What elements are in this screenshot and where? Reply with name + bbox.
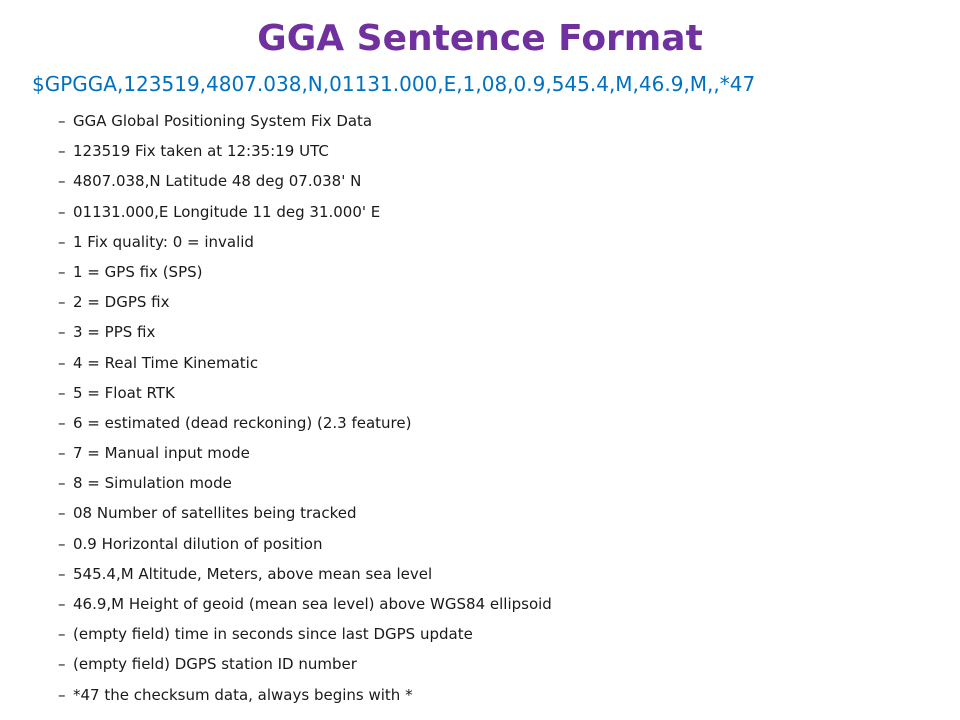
list-item-text: 3 = PPS fix xyxy=(73,323,156,342)
list-item xyxy=(58,351,552,381)
list-item xyxy=(58,290,552,320)
nmea-sentence: $GPGGA,123519,4807.038,N,01131.000,E,1,08,0.9,545.4,M,46.9,M,,*47 xyxy=(32,72,756,96)
list-item xyxy=(58,622,552,652)
list-item xyxy=(58,260,552,290)
list-item xyxy=(58,109,552,139)
dash-bullet: – xyxy=(58,595,66,613)
dash-bullet: – xyxy=(58,474,66,493)
field-description-list xyxy=(58,109,552,713)
list-item-text: 1 Fix quality: 0 = invalid xyxy=(73,232,254,251)
list-item xyxy=(58,441,552,471)
list-item-text: 8 = Simulation mode xyxy=(73,474,232,493)
list-item-text: 4807.038,N Latitude 48 deg 07.038' N xyxy=(73,172,362,191)
list-item xyxy=(58,200,552,230)
list-item-text: 2 = DGPS fix xyxy=(73,293,170,312)
list-item xyxy=(58,381,552,411)
dash-bullet: – xyxy=(58,383,66,402)
dash-bullet: – xyxy=(58,504,66,523)
list-item-text: 7 = Manual input mode xyxy=(73,444,250,463)
list-item-text: 0.9 Horizontal dilution of position xyxy=(73,534,323,553)
list-item xyxy=(58,471,552,501)
list-item xyxy=(58,411,552,441)
dash-bullet: – xyxy=(58,172,66,191)
list-item xyxy=(58,169,552,199)
dash-bullet: – xyxy=(58,353,66,372)
list-item xyxy=(58,532,552,562)
dash-bullet: – xyxy=(58,413,66,432)
dash-bullet: – xyxy=(58,112,66,130)
list-item xyxy=(58,230,552,260)
list-item xyxy=(58,320,552,350)
list-item-text: GGA Global Positioning System Fix Data xyxy=(73,112,373,130)
list-item-text: (empty field) time in seconds since last DGPS update xyxy=(73,625,473,644)
list-item-text: (empty field) DGPS station ID number xyxy=(73,655,357,674)
list-item-text: 5 = Float RTK xyxy=(73,383,175,402)
list-item-text: 123519 Fix taken at 12:35:19 UTC xyxy=(73,142,329,161)
list-item-text: 4 = Real Time Kinematic xyxy=(73,353,259,372)
dash-bullet: – xyxy=(58,564,66,583)
dash-bullet: – xyxy=(58,444,66,463)
dash-bullet: – xyxy=(58,534,66,553)
dash-bullet: – xyxy=(58,655,66,674)
list-item-text: 545.4,M Altitude, Meters, above mean sea level xyxy=(73,564,433,583)
list-item xyxy=(58,139,552,169)
list-item xyxy=(58,562,552,592)
list-item-text: 6 = estimated (dead reckoning) (2.3 feature) xyxy=(73,413,412,432)
list-item-text: 46.9,M Height of geoid (mean sea level) above WGS84 ellipsoid xyxy=(73,595,552,613)
list-item-text: *47 the checksum data, always begins with * xyxy=(73,685,413,704)
dash-bullet: – xyxy=(58,625,66,644)
list-item xyxy=(58,683,552,713)
slide-title: GGA Sentence Format xyxy=(257,18,703,59)
dash-bullet: – xyxy=(58,142,66,161)
list-item-text: 01131.000,E Longitude 11 deg 31.000' E xyxy=(73,202,381,221)
list-item xyxy=(58,592,552,622)
list-item xyxy=(58,652,552,682)
dash-bullet: – xyxy=(58,202,66,221)
list-item-text: 08 Number of satellites being tracked xyxy=(73,504,357,523)
list-item-text: 1 = GPS fix (SPS) xyxy=(73,262,203,281)
dash-bullet: – xyxy=(58,262,66,281)
dash-bullet: – xyxy=(58,323,66,342)
dash-bullet: – xyxy=(58,293,66,312)
dash-bullet: – xyxy=(58,685,66,704)
dash-bullet: – xyxy=(58,232,66,251)
list-item xyxy=(58,501,552,531)
